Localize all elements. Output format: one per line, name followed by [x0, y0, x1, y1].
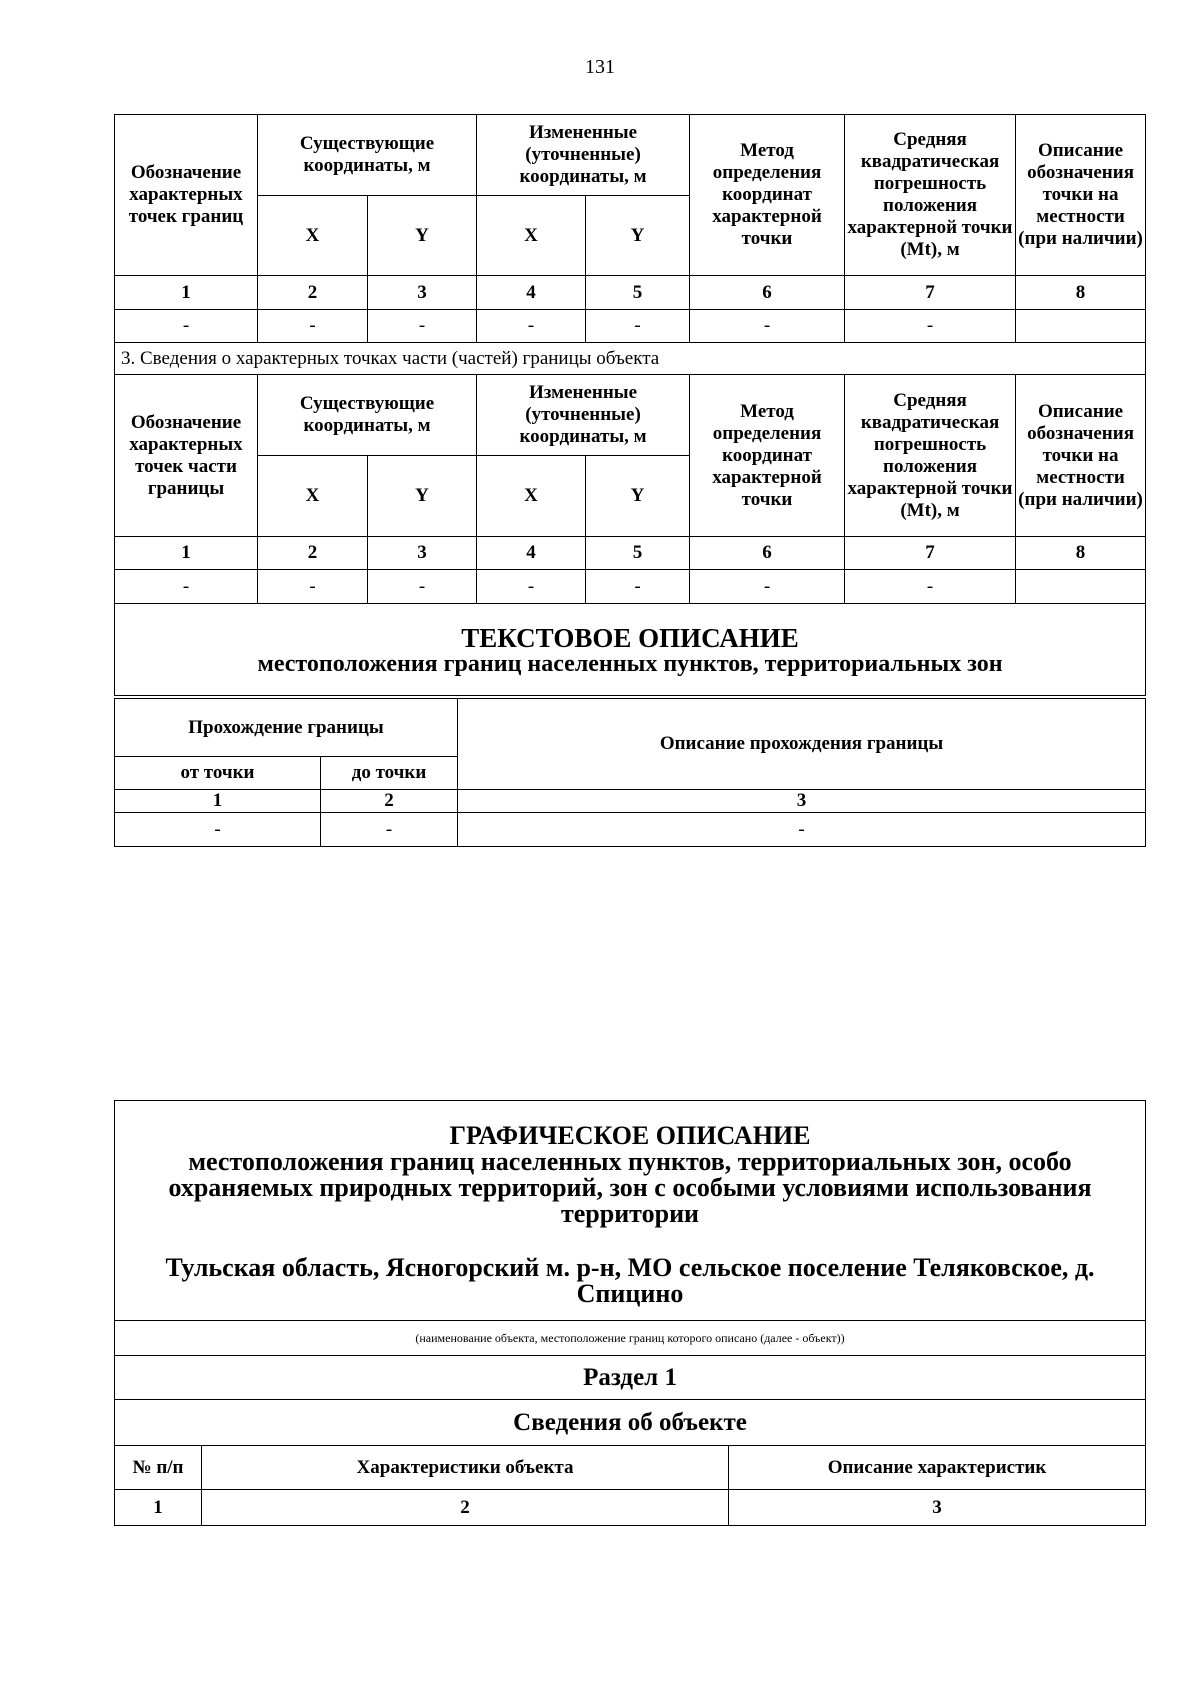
col-number: 3 — [458, 790, 1146, 813]
graphic-description-table — [114, 1100, 1146, 1526]
header-method: Метод определения координат характерной точки — [690, 375, 845, 537]
header-designation-part: Обозначение характерных точек части границы — [115, 375, 258, 537]
table-cell: - — [477, 310, 586, 343]
table-cell: - — [368, 310, 477, 343]
header-description: Описание обозначения точки на местности (при наличии) — [1016, 375, 1146, 537]
table-cell: - — [586, 570, 690, 604]
header-x-existing: X — [258, 456, 368, 537]
table-cell: - — [477, 570, 586, 604]
header-x-changed: X — [477, 456, 586, 537]
col-number: 6 — [690, 537, 845, 570]
object-name: Тульская область, Ясногорский м. р-н, МО сельское поселение Теляковское, д. Спицино — [165, 1252, 1095, 1308]
col-number: 7 — [845, 537, 1016, 570]
header-x-changed: X — [477, 196, 586, 276]
table-cell: - — [845, 570, 1016, 604]
col-number: 7 — [845, 276, 1016, 310]
header-y-changed: Y — [586, 196, 690, 276]
header-existing: Существующие координаты, м — [258, 375, 477, 456]
col-number: 2 — [258, 537, 368, 570]
col-number: 1 — [115, 1490, 202, 1526]
table-cell: - — [368, 570, 477, 604]
header-no: № п/п — [115, 1446, 202, 1490]
passage-table — [114, 698, 1146, 847]
col-number: 4 — [477, 276, 586, 310]
header-characteristics-desc: Описание характеристик — [729, 1446, 1146, 1490]
header-characteristics: Характеристики объекта — [202, 1446, 729, 1490]
section-heading: Раздел 1 — [115, 1356, 1146, 1400]
header-designation: Обозначение характерных точек границ — [115, 115, 258, 276]
col-number: 1 — [115, 276, 258, 310]
header-y-changed: Y — [586, 456, 690, 537]
header-existing: Существующие координаты, м — [258, 115, 477, 196]
header-description: Описание обозначения точки на местности (при наличии) — [1016, 115, 1146, 276]
text-description-title: ТЕКСТОВОЕ ОПИСАНИЕ — [461, 622, 799, 653]
object-caption: (наименование объекта, местоположение границ которого описано (далее - объект)) — [115, 1321, 1146, 1356]
col-number: 6 — [690, 276, 845, 310]
col-number: 3 — [729, 1490, 1146, 1526]
header-changed: Измененные (уточненные) координаты, м — [477, 115, 690, 196]
graphic-description-title: ГРАФИЧЕСКОЕ ОПИСАНИЕ — [449, 1120, 811, 1150]
header-mse: Средняя квадратическая погрешность положения характерной точки (Mt), м — [845, 375, 1016, 537]
col-number: 1 — [115, 537, 258, 570]
table-cell: - — [321, 813, 458, 847]
col-number: 5 — [586, 537, 690, 570]
col-number: 4 — [477, 537, 586, 570]
col-number: 3 — [368, 537, 477, 570]
header-changed: Измененные (уточненные) координаты, м — [477, 375, 690, 456]
col-number: 2 — [202, 1490, 729, 1526]
text-description-heading — [115, 604, 1146, 696]
table-cell — [1016, 310, 1146, 343]
col-number: 8 — [1016, 276, 1146, 310]
table-cell: - — [258, 310, 368, 343]
table-cell: - — [690, 310, 845, 343]
table-cell: - — [845, 310, 1016, 343]
col-number: 2 — [321, 790, 458, 813]
section3-title: 3. Сведения о характерных точках части (частей) границы объекта — [115, 343, 1146, 375]
graphic-description-subtitle: местоположения границ населенных пунктов, территориальных зон, особо охраняемых природных территорий, зон с особыми условиями использования территории — [168, 1146, 1092, 1228]
header-y-existing: Y — [368, 196, 477, 276]
header-mse: Средняя квадратическая погрешность положения характерной точки (Mt), м — [845, 115, 1016, 276]
col-number: 8 — [1016, 537, 1146, 570]
page-number: 131 — [585, 56, 615, 78]
header-to-point: до точки — [321, 757, 458, 790]
table-cell: - — [115, 813, 321, 847]
col-number: 1 — [115, 790, 321, 813]
table-cell: - — [458, 813, 1146, 847]
section-title: Сведения об объекте — [115, 1400, 1146, 1446]
header-y-existing: Y — [368, 456, 477, 537]
text-description-subtitle: местоположения границ населенных пунктов, территориальных зон — [257, 650, 1003, 677]
table-cell: - — [258, 570, 368, 604]
col-number: 2 — [258, 276, 368, 310]
coordinates-table — [114, 114, 1146, 696]
table-cell — [1016, 570, 1146, 604]
col-number: 5 — [586, 276, 690, 310]
header-passage: Прохождение границы — [115, 699, 458, 757]
table-cell: - — [115, 570, 258, 604]
table-cell: - — [690, 570, 845, 604]
header-from-point: от точки — [115, 757, 321, 790]
header-passage-desc: Описание прохождения границы — [458, 699, 1146, 790]
table-cell: - — [115, 310, 258, 343]
table-cell: - — [586, 310, 690, 343]
header-method: Метод определения координат характерной точки — [690, 115, 845, 276]
header-x-existing: X — [258, 196, 368, 276]
col-number: 3 — [368, 276, 477, 310]
graphic-description-heading — [115, 1101, 1146, 1321]
